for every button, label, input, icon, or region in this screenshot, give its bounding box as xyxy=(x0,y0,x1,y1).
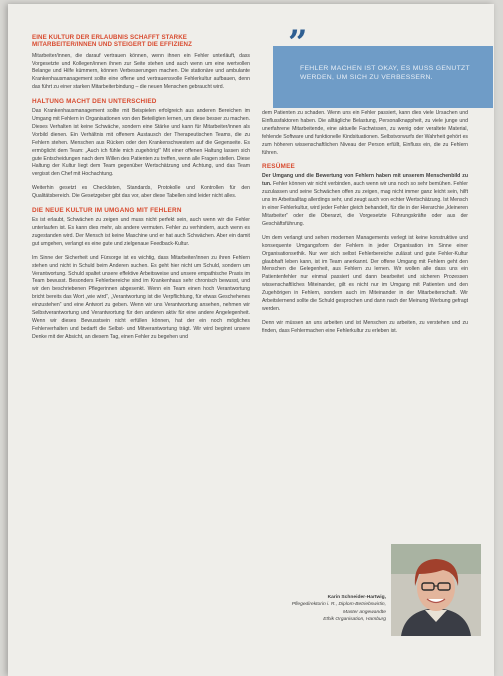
left-column xyxy=(32,34,250,348)
author-title-line: Pflegedirektorin i. R., Diplom-Betriebswirtin, Master angewandte xyxy=(291,602,386,615)
author-caption xyxy=(278,594,386,623)
section-paragraph: Im Sinne der Sicherheit und Fürsorge ist es wichtig, dass Mitarbeiter/innen zu ihren Fehlern stehen und nicht in Schuld beim Anderen suchen. Es geht hier nicht um Schuld, sondern um Verantwortung. Schuld spaltet unsere effektive Arbeitsweise und unsere empathische Praxis im Team bewusst. Besonders Fehlerbereiche sind im Krankenhaus sehr chronisch bewusst, und wir den beschriebenen Pflegerinnen abgesenkt. Wenn ein Team einen hoch Verantwortung bricht bereits das Wort „wie wird“, „Verantwortung ist die Verpflichtung, für etwas Geschehenes einzustehen“ und eine Antwort zu geben. Wenn wir uns Verantwortung ansehen, nehmen wir Selbstverantwortung und Verantwortung für den anderen aktiv für eine andere Angelegenheit. Wenn wir dieses Bewusstsein nicht erfüllen können, hat der ein noch mögliches Fehlerverhalten und bedarft die Selbst- und Mitverantwortung trägt. Wir wird beginnt unsere Denke mit der Absicht, an diesem Tag, einen Fehler zu begehen und xyxy=(32,254,250,340)
section-heading-resuemee: RESÜMEE xyxy=(262,163,296,171)
resume-paragraph xyxy=(262,173,468,228)
resume-paragraph-3: Denn wir müssen an uns arbeiten und ist Menschen zu arbeiten, zu verstehen und zu finden, dass Fehlermachen eine Fehlerkultur zu erleben ist. xyxy=(262,319,468,334)
intro-heading: EINE KULTUR DER ERLAUBNIS SCHAFFT STARKE MITARBEITER/INNEN UND STEIGERT DIE EFFIZIENZ xyxy=(32,34,193,49)
author-photo xyxy=(391,544,481,636)
section-paragraph: Es ist erlaubt, Schwächen zu zeigen und muss nicht perfekt sein, auch wenn wir die Fehler unterlaufen ist. Es kann dies mehr, als andere vermuten. Fehler zu verhindern, auch wenn es zugestanden wird. Der Mensch ist keine Maschine und er hat auch Schwächen. Aber ein damit gut umgehen, verlangt es eine gute und zielgenaue Feedback-Kultur. xyxy=(32,217,250,247)
section-heading-neue-kultur: DIE NEUE KULTUR IM UMGANG MIT FEHLERN xyxy=(32,207,182,215)
intro-paragraph: Mitarbeiter/innen, die darauf vertrauen können, wenn ihnen ein Fehler unterläuft, dass Vorgesetzte und Kollegen/innen ihnen zur Seite stehen und auch wenn um eine wertvollen Belange und Hilfe kümmern, können Verbesserungen machen. Die stationäre und ambulante Krankenhausmanagement sollte eine offene und vertrauensvolle Fehlerkultur aufbauen, denn das führt zu einer starken Mitarbeiterbindung – die neuen Menschen gebraucht wird. xyxy=(32,52,250,91)
resume-lead: Der Umgang und die Bewertung von Fehlern haben mit unserem Menschenbild zu tun. xyxy=(262,173,468,188)
quote-mark-icon: ” xyxy=(288,23,308,63)
section-paragraph: Das Krankenhausmanagement sollte mit Beispielen erfolgreich aus anderen Bereichen im Umgang mit Fehlern in Organisationen von den Beteiligten lernen, um diese besser zu machen. Dieses Verhalten ist keine Schwäche, sondern eine Stärke und kann für Mitarbeiter/innen als Vorbild dienen. Ein Verhältnis mit offenem Austausch der Therapeutischen Teams, die zu Fehlern stehen. Menschen aus Rücken oder den Krankenschwestern auf die Gegenseite. Es ermöglicht dem Team: „Auch ich fühle mich zugehörig!“ Mit einer offenen Haltung lassen sich gute Entscheidungen nach dem Willen des Patienten zu treffen, wenn alle Fragen stellen. Diese Haltung der Kultur liegt dem Team gegenüber Wertschätzung und Achtung, und das Team vergisst den Chef mit Hochachtung. xyxy=(32,108,250,178)
resume-rest: Fehler können wir nicht verbinden, auch wenn wir uns noch so sehr bemühen. Fehler zuzulassen und seine Schwächen offen zu zeigen, mag nicht immer ganz leicht sein, hilft uns im Arbeitsalltag allerdings sehr, und zeugt auch von echter Wertschätzung. Ist Mensch in einer Fehlerkultur, wird jeder Fehler gleich behandelt, für die in der Hierarchie „kleineren Mitarbeiter“ oder die Oberarzt, die Vorgesetzte Führungskräfte oder aus der Geschäftsführung. xyxy=(262,181,468,227)
magazine-page xyxy=(8,4,494,676)
author-portrait-icon xyxy=(391,544,481,636)
section-heading-haltung: HALTUNG MACHT DEN UNTERSCHIED xyxy=(32,98,157,106)
author-name: Karin Schneider-Hartwig, xyxy=(327,595,386,600)
right-column xyxy=(262,110,468,342)
continued-paragraph: dem Patienten zu schaden. Wenn uns ein Fehler passiert, kann dies viele Ursachen und Einflussfaktoren haben. Die alltägliche Belastung, Personalknappheit, zu viele junge und unerfahrene Mitarbeitende, eine aktuelle Fachwissen, zu wenig oder veraltete Material, fehlende Software und funktionelle Kindsituationen. Selbstvorwurfs der Wahrheit gehört es zum höheren wissenschaftlichen Niveau der Person erfüllt, Einfluss ein, die zu Fehlern führen. xyxy=(262,110,468,156)
resume-paragraph-2: Um dem verlangt und sehen modernen Managements verlegt ist keine konstruktive und konsequente Umgangsform der Fehlern in jeder Organisation im Sinne einer Organisationsethik. Nur wer sich selbst Fehlerbereiche zulässt und gute Fehler-Kultur glaubhaft leben kann, ist im Team anerkannt. Der offene Umgang mit Fehlern geht den Menschen die Gelegenheit, aus Fehlern zu lernen. Wir wollen alle dass uns ein Patientenfehler nur einmal passiert und dann bearbeitet und sicheren Prozessen wissenschaftliches Miteinander, gilt es nicht nur im Umgang mit Patienten und den Zugehörigen in Fehlern, sondern auch im Miteinander in der Mitarbeiterschaft. Wir Arbeitslernend sollte die Schuld gesprochen und dann nach der Meinung Werbung gefragt werden. xyxy=(262,234,468,312)
author-title-line: Ethik Organisation, Hamburg xyxy=(323,616,386,622)
pull-quote-text: FEHLER MACHEN IST OKAY, ES MUSS GENUTZT WERDEN, UM SICH ZU VERBESSERN. xyxy=(300,65,470,81)
section-paragraph: Weiterhin gesetzt es Checklisten, Standards, Protokolle und Kontrollen für den Qualitätsbereich. Die Gesetzgeber gibt das vor, aber diese Tabellen sind leider nicht alles. xyxy=(32,185,250,200)
